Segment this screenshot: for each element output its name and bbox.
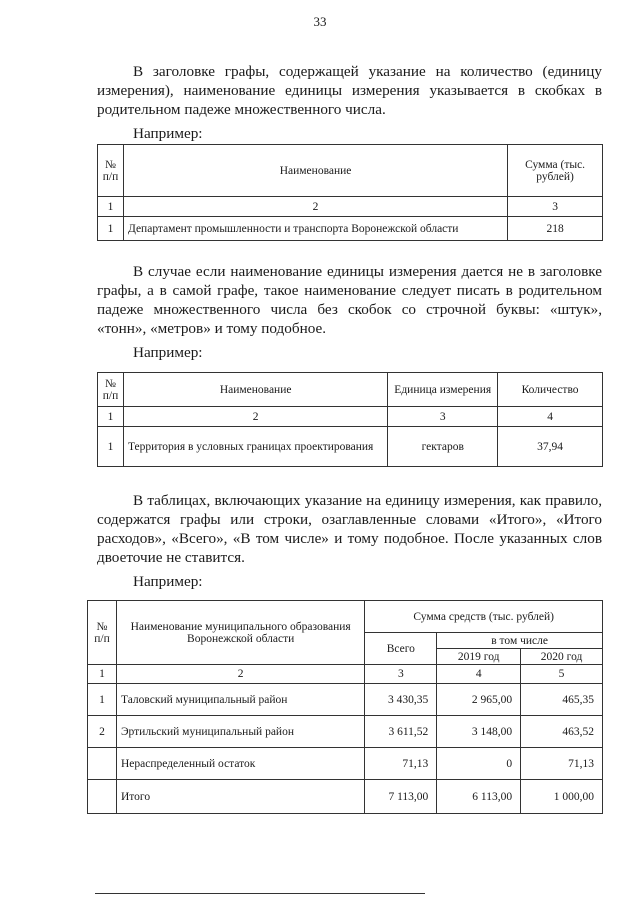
index-cell: 3 xyxy=(365,665,437,684)
header-sum: Сумма (тыс. рублей) xyxy=(508,145,603,197)
header-quantity: Количество xyxy=(498,373,603,407)
index-cell: 2 xyxy=(123,197,507,217)
index-cell: 4 xyxy=(437,665,521,684)
header-name: Наименование муниципального образования Воронежской области xyxy=(116,601,364,665)
row-number: 2 xyxy=(88,716,117,748)
paragraph-units-in-cell xyxy=(97,262,602,338)
row-2019: 0 xyxy=(437,748,521,780)
row-2020: 465,35 xyxy=(521,684,603,716)
row-total: 3 611,52 xyxy=(365,716,437,748)
index-cell: 2 xyxy=(116,665,364,684)
row-total: 7 113,00 xyxy=(365,780,437,814)
row-name: Нераспределенный остаток xyxy=(116,748,364,780)
row-2020: 71,13 xyxy=(521,748,603,780)
row-name: Итого xyxy=(116,780,364,814)
row-quantity: 37,94 xyxy=(498,427,603,467)
row-number xyxy=(88,780,117,814)
row-2020: 1 000,00 xyxy=(521,780,603,814)
index-cell: 5 xyxy=(521,665,603,684)
paragraph-total-words xyxy=(97,491,602,567)
paragraph-text: В случае если наименование единицы измерения дается не в заголовке графы, а в самой графе, такое наименование следует писать в родительном падеже множественного числа без скобок со строчной буквы: «штук», «тонн», «метров» и тому подобное. xyxy=(97,263,602,337)
header-unit: Единица измерения xyxy=(388,373,498,407)
example-table-2 xyxy=(97,372,603,467)
header-including: в том числе xyxy=(437,633,603,649)
row-number: 1 xyxy=(98,427,124,467)
paragraph-text: В заголовке графы, содержащей указание на количество (единицу измерения), наименование единицы измерения указывается в скобках в родительном падеже множественного числа. xyxy=(97,63,602,118)
example-table-1 xyxy=(97,144,603,241)
header-number: № п/п xyxy=(98,373,124,407)
table-row xyxy=(88,684,603,716)
index-cell: 4 xyxy=(498,407,603,427)
header-name: Наименование xyxy=(123,373,387,407)
row-name: Департамент промышленности и транспорта Воронежской области xyxy=(123,217,507,241)
header-number: № п/п xyxy=(88,601,117,665)
row-2019: 3 148,00 xyxy=(437,716,521,748)
row-sum: 218 xyxy=(508,217,603,241)
header-number: № п/п xyxy=(98,145,124,197)
index-cell: 1 xyxy=(98,197,124,217)
paragraph-text: В таблицах, включающих указание на единицу измерения, как правило, содержатся графы или строки, озаглавленные словами «Итого», «Итого расходов», «Всего», «В том числе» и тому подобное. После указанных слов двоеточие не ставится. xyxy=(97,492,602,566)
header-year-2020: 2020 год xyxy=(521,649,603,665)
row-total: 71,13 xyxy=(365,748,437,780)
row-2020: 463,52 xyxy=(521,716,603,748)
example-label: Например: xyxy=(133,344,203,361)
header-name: Наименование xyxy=(123,145,507,197)
row-number: 1 xyxy=(98,217,124,241)
row-2019: 2 965,00 xyxy=(437,684,521,716)
row-number: 1 xyxy=(88,684,117,716)
paragraph-units-in-header xyxy=(97,62,602,119)
header-year-2019: 2019 год xyxy=(437,649,521,665)
row-total: 3 430,35 xyxy=(365,684,437,716)
index-cell: 3 xyxy=(508,197,603,217)
example-label: Например: xyxy=(133,573,203,590)
index-cell: 3 xyxy=(388,407,498,427)
page-number: 33 xyxy=(313,14,327,29)
row-2019: 6 113,00 xyxy=(437,780,521,814)
table-row xyxy=(88,716,603,748)
header-total: Всего xyxy=(365,633,437,665)
row-name: Территория в условных границах проектирования xyxy=(123,427,387,467)
index-cell: 2 xyxy=(123,407,387,427)
row-name: Таловский муниципальный район xyxy=(116,684,364,716)
example-label: Например: xyxy=(133,125,203,142)
table-row xyxy=(88,748,603,780)
row-name: Эртильский муниципальный район xyxy=(116,716,364,748)
row-number xyxy=(88,748,117,780)
index-cell: 1 xyxy=(88,665,117,684)
footer-divider xyxy=(95,893,425,894)
header-sum: Сумма средств (тыс. рублей) xyxy=(365,601,603,633)
example-table-3 xyxy=(87,600,603,814)
table-row xyxy=(88,780,603,814)
index-cell: 1 xyxy=(98,407,124,427)
row-unit: гектаров xyxy=(388,427,498,467)
